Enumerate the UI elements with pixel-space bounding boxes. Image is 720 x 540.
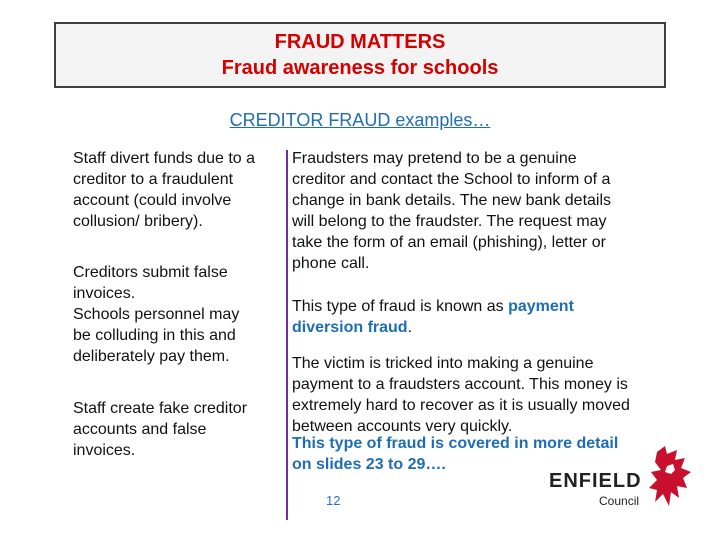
right-paragraph-1 [292, 148, 670, 274]
column-divider [286, 150, 288, 520]
text-line [292, 296, 670, 317]
text-line: be colluding in this and [73, 327, 236, 344]
left-paragraph-3 [73, 398, 285, 461]
text-line: Staff create fake creditor [73, 400, 248, 417]
right-paragraph-2 [292, 296, 670, 338]
text-line: account (could involve [73, 192, 232, 209]
text-span: . [407, 319, 413, 336]
page-subtitle: Fraud awareness for schools [221, 57, 499, 79]
text-line: will belong to the fraudster. The request may [292, 213, 607, 230]
text-line: collusion/ bribery). [73, 213, 203, 230]
text-line: deliberately pay them. [73, 348, 230, 365]
page-title: FRAUD MATTERS [274, 31, 446, 53]
page-number: 12 [326, 493, 341, 508]
text-line: phone call. [292, 255, 370, 272]
text-line: creditor and contact the School to inform of a [292, 171, 611, 188]
text-line: This type of fraud is covered in more detail [292, 435, 619, 452]
text-line: extremely hard to recover as it is usually moved [292, 397, 630, 414]
enfield-council-logo [545, 444, 695, 514]
text-line: Staff divert funds due to a [73, 150, 256, 167]
title-box [54, 22, 666, 88]
text-span: This type of fraud is known as [292, 298, 509, 315]
logo-subtitle: Council [599, 494, 640, 508]
text-line: between accounts very quickly. [292, 418, 513, 435]
left-paragraph-2 [73, 262, 285, 367]
text-line: take the form of an email (phishing), letter or [292, 234, 606, 251]
right-paragraph-3 [292, 353, 670, 437]
text-line: Schools personnel may [73, 306, 240, 323]
text-line: payment to a fraudsters account. This money is [292, 376, 628, 393]
text-line: Creditors submit false [73, 264, 228, 281]
fraud-type-term: diversion fraud [292, 319, 408, 336]
text-line: invoices. [73, 285, 136, 302]
left-paragraph-1 [73, 148, 285, 232]
text-line: creditor to a fraudulent [73, 171, 234, 188]
text-line: change in bank details. The new bank details [292, 192, 612, 209]
text-line: Fraudsters may pretend to be a genuine [292, 150, 577, 167]
section-heading: CREDITOR FRAUD examples… [229, 110, 491, 130]
text-line: invoices. [73, 442, 136, 459]
text-line [292, 317, 670, 338]
text-line: The victim is tricked into making a genuine [292, 355, 594, 372]
text-line: accounts and false [73, 421, 207, 438]
text-line: on slides 23 to 29…. [292, 456, 446, 473]
logo-name: ENFIELD [549, 470, 642, 492]
fraud-type-term: payment [508, 298, 574, 315]
dragon-icon [647, 444, 695, 514]
